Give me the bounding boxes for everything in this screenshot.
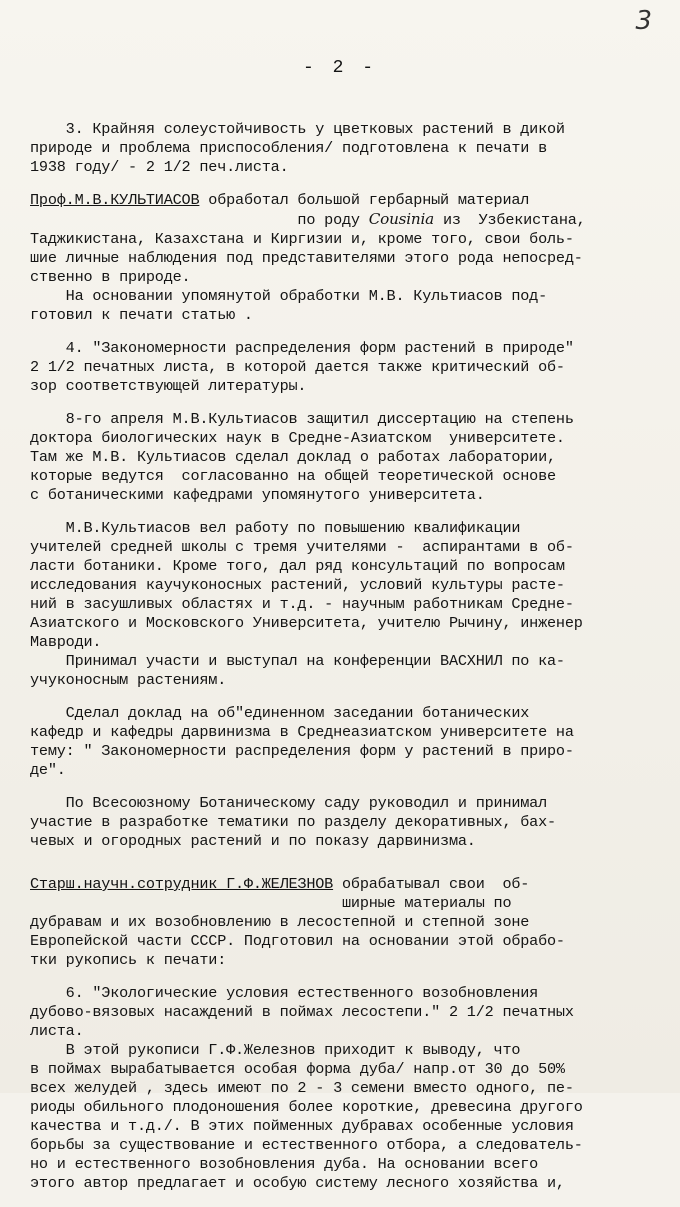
paragraph-conclusion: В этой рукописи Г.Ф.Железнов приходит к выводу, что в поймах вырабатывается особая форма дуба/ напр.от 30 до 50% всех желудей , здесь имеют по 2 - 3 семени вместо одного, пе- риоды обильного плодоношения более короткие, древесина другого качества и т.д./. В этих пойменных дубравах особенные условия борьбы за существование и естественного отбора, а следователь- но и естественного возобновления дуба. На основании всего этого автор предлагает и особую систему лесного хозяйства и, bbox=[30, 1041, 583, 1192]
paragraph-text: обработал большой гербарный материал по роду bbox=[208, 191, 530, 229]
paragraph-zheleznov bbox=[30, 875, 670, 970]
paragraph-item-6: 6. "Экологические условия естественного возобновления дубово-вязовых насаждений в поймах лесостепи." 2 1/2 печатных листа. bbox=[30, 984, 574, 1040]
paragraph-item-4: 4. "Закономерности распределения форм растений в природе" 2 1/2 печатных листа, в которой дается также критический об- зор соответствующей литературы. bbox=[30, 339, 574, 395]
document-body bbox=[30, 120, 670, 1207]
paragraph-kultiasov bbox=[30, 191, 670, 325]
paragraph-dissertation: 8-го апреля М.В.Культиасов защитил диссертацию на степень доктора биологических наук в Средне-Азиатском университете. Там же М.В. Культиасов сделал доклад о работах лаборатории, которые ведутся согласованно на общей теоретической основе с ботаническими кафедрами упомянутого университета. bbox=[30, 410, 574, 504]
paragraph-qualification: М.В.Культиасов вел работу по повышению квалификации учителей средней школы с тремя учителями - аспирантами в об- ласти ботаники. Кроме того, дал ряд консультаций по вопросам исследования каучуконосных растений, условий культуры расте- ний в засушливых областях и т.д. - научным работникам Средне- Азиатского и Московского Университета, учителю Рычину, инженер Мавроди. Принимал участи и выступал на конференции ВАСХНИЛ по ка- учуконосным растениям. bbox=[30, 519, 583, 689]
corner-sheet-number: 3 bbox=[635, 6, 652, 36]
paragraph-item-3: 3. Крайняя солеустойчивость у цветковых растений в дикой природе и проблема приспособления/ подготовлена к печати в 1938 году/ - 2 1/2 печ.листа. bbox=[30, 120, 565, 176]
handwritten-genus: Cousinia bbox=[368, 210, 435, 228]
page-number: - 2 - bbox=[302, 58, 377, 78]
paragraph-botanical-garden: По Всесоюзному Ботаническому саду руководил и принимал участие в разработке тематики по разделу декоративных, бах- чевых и огородных растений и по показу дарвинизма. bbox=[30, 794, 556, 850]
paragraph-text: из Узбекистана, Таджикистана, Казахстана и Киргизии и, кроме того, свои боль- шие личные наблюдения под представителями этого рода непосред- ственно в природе. На основании упомянутой обработки М.В. Культиасов под- готовил к печати статью . bbox=[30, 211, 586, 324]
person-name-zheleznov: Старш.научн.сотрудник Г.Ф.ЖЕЛЕЗНОВ bbox=[30, 875, 334, 893]
person-name-kultiasov: Проф.М.В.КУЛЬТИАСОВ bbox=[30, 191, 200, 209]
paragraph-report: Сделал доклад на об"единенном заседании ботанических кафедр и кафедры дарвинизма в Среднеазиатском университете на тему: " Закономерности распределения форм у растений в приро- де". bbox=[30, 704, 574, 779]
paragraph-text: обрабатывал свои об- ширные материалы по дубравам и их возобновлению в лесостепной и степной зоне Европейской части СССР. Подготовил на основании этой обрабо- тки рукопись к печати: bbox=[30, 875, 565, 969]
